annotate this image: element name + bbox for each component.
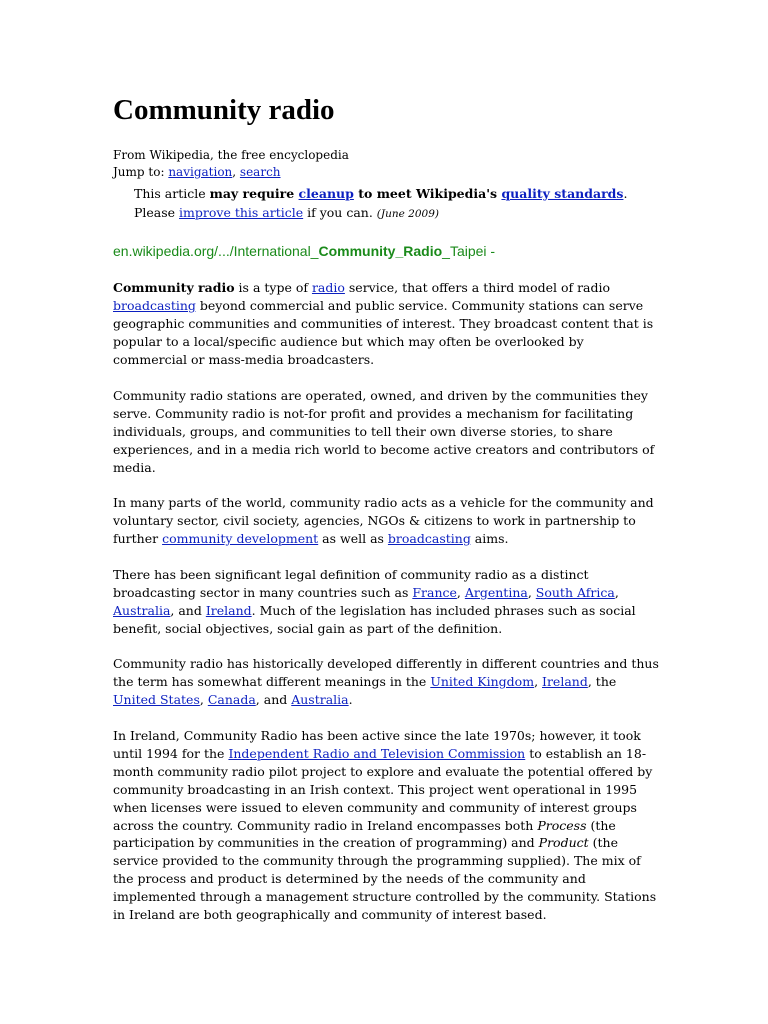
jump-links: [113, 164, 661, 181]
notice-text: . Please: [134, 186, 628, 220]
australia-link[interactable]: Australia: [113, 602, 171, 618]
italic-term: Product: [538, 835, 589, 851]
south-africa-link[interactable]: South Africa: [535, 584, 615, 600]
united-states-link[interactable]: United States: [113, 691, 200, 707]
text: , and: [170, 602, 206, 618]
text: ,: [614, 584, 619, 600]
cleanup-link[interactable]: cleanup: [298, 186, 354, 201]
text: beyond commercial and public service. Community stations can serve geographic communities and communities of interest. They broadcast content that is popular to a local/specific audience but which may often be overlooked by commercial or mass-media broadcasters.: [113, 297, 654, 367]
notice-text: if you can.: [303, 205, 377, 220]
notice-text: This article: [134, 186, 210, 201]
paragraph-ireland: [113, 727, 661, 924]
broadcasting-link[interactable]: broadcasting: [387, 530, 471, 546]
notice-bold: to meet Wikipedia's: [353, 186, 502, 201]
text: (the participation by communities in the creation of programming) and: [113, 817, 616, 851]
text: (the service provided to the community through the programming supplied). The mix of the process and product is determined by the needs of the community and implemented through a management structure controlled by the community. Stations in Ireland are both geographically and community of interest based.: [113, 835, 657, 923]
text: There has been significant legal definition of community radio as a distinct broadcasting sector in many countries such as: [113, 567, 589, 600]
canada-link[interactable]: Canada: [207, 691, 256, 707]
radio-link[interactable]: radio: [311, 280, 345, 295]
text: ,: [456, 584, 465, 600]
improve-article-link[interactable]: improve this article: [179, 205, 304, 220]
ireland-link[interactable]: Ireland: [205, 602, 252, 618]
url-suffix: _Taipei -: [442, 243, 496, 259]
ireland-link[interactable]: Ireland: [542, 673, 588, 689]
text: ,: [199, 691, 208, 707]
australia-link[interactable]: Australia: [291, 691, 349, 707]
united-kingdom-link[interactable]: United Kingdom: [430, 673, 535, 689]
text: as well as: [318, 530, 388, 546]
text: In Ireland, Community Radio has been active since the late 1970s; however, it took until 1994 for the: [113, 728, 641, 761]
page-title: Community radio: [113, 94, 335, 126]
quality-standards-link[interactable]: quality standards: [501, 186, 624, 201]
paragraph-operation: Community radio stations are operated, owned, and driven by the communities they serve. Community radio is not-for profit and provides a mechanism for facilitating individuals, groups, and communities to tell their own diverse stories, to share experiences, and in a media rich world to become active creators and contributors of media.: [113, 388, 655, 475]
community-development-link[interactable]: community development: [162, 530, 319, 546]
notice-bold: may require: [209, 186, 299, 201]
irtc-link[interactable]: Independent Radio and Television Commission: [228, 745, 526, 761]
paragraph-history: [113, 655, 661, 709]
text: ,: [527, 584, 536, 600]
notice-date: (June 2009): [376, 208, 439, 220]
search-link[interactable]: search: [239, 165, 281, 179]
text: . Much of the legislation has included phrases such as social benefit, social objectives, social gain as part of the definition.: [113, 602, 636, 636]
url-prefix: en.wikipedia.org/.../International_: [113, 243, 319, 259]
text: .: [348, 691, 353, 707]
text: aims.: [470, 530, 509, 546]
text: ,: [534, 673, 543, 689]
france-link[interactable]: France: [412, 584, 457, 600]
paragraph-vehicle: [113, 494, 661, 548]
text: is a type of: [234, 280, 312, 295]
jump-separator: ,: [232, 165, 240, 179]
navigation-link[interactable]: navigation: [168, 165, 233, 179]
broadcasting-link[interactable]: broadcasting: [113, 297, 196, 313]
site-subtitle: From Wikipedia, the free encyclopedia: [113, 148, 349, 162]
paragraph-legal: [113, 566, 661, 638]
text: Community radio has historically developed differently in different countries and thus the term has somewhat different meanings in the: [113, 656, 659, 689]
source-url: [113, 241, 495, 261]
argentina-link[interactable]: Argentina: [464, 584, 528, 600]
italic-term: Process: [537, 817, 587, 833]
text: to establish an 18-month community radio pilot project to explore and evaluate the potential offered by community broadcasting in an Irish context. This project went operational in 1995 when licenses were issued to eleven community and community of interest groups across the country. Community radio in Ireland encompasses both: [113, 745, 653, 833]
url-highlight: Community_Radio: [318, 243, 443, 259]
text: , and: [255, 691, 292, 707]
cleanup-notice: [134, 184, 644, 224]
jump-label: Jump to:: [113, 165, 169, 179]
bold-term: Community radio: [113, 280, 235, 295]
text: service, that offers a third model of radio: [344, 280, 611, 295]
paragraph-intro: [113, 279, 661, 369]
text: In many parts of the world, community radio acts as a vehicle for the community and voluntary sector, civil society, agencies, NGOs & citizens to work in partnership to further: [113, 495, 654, 546]
text: , the: [587, 673, 617, 689]
